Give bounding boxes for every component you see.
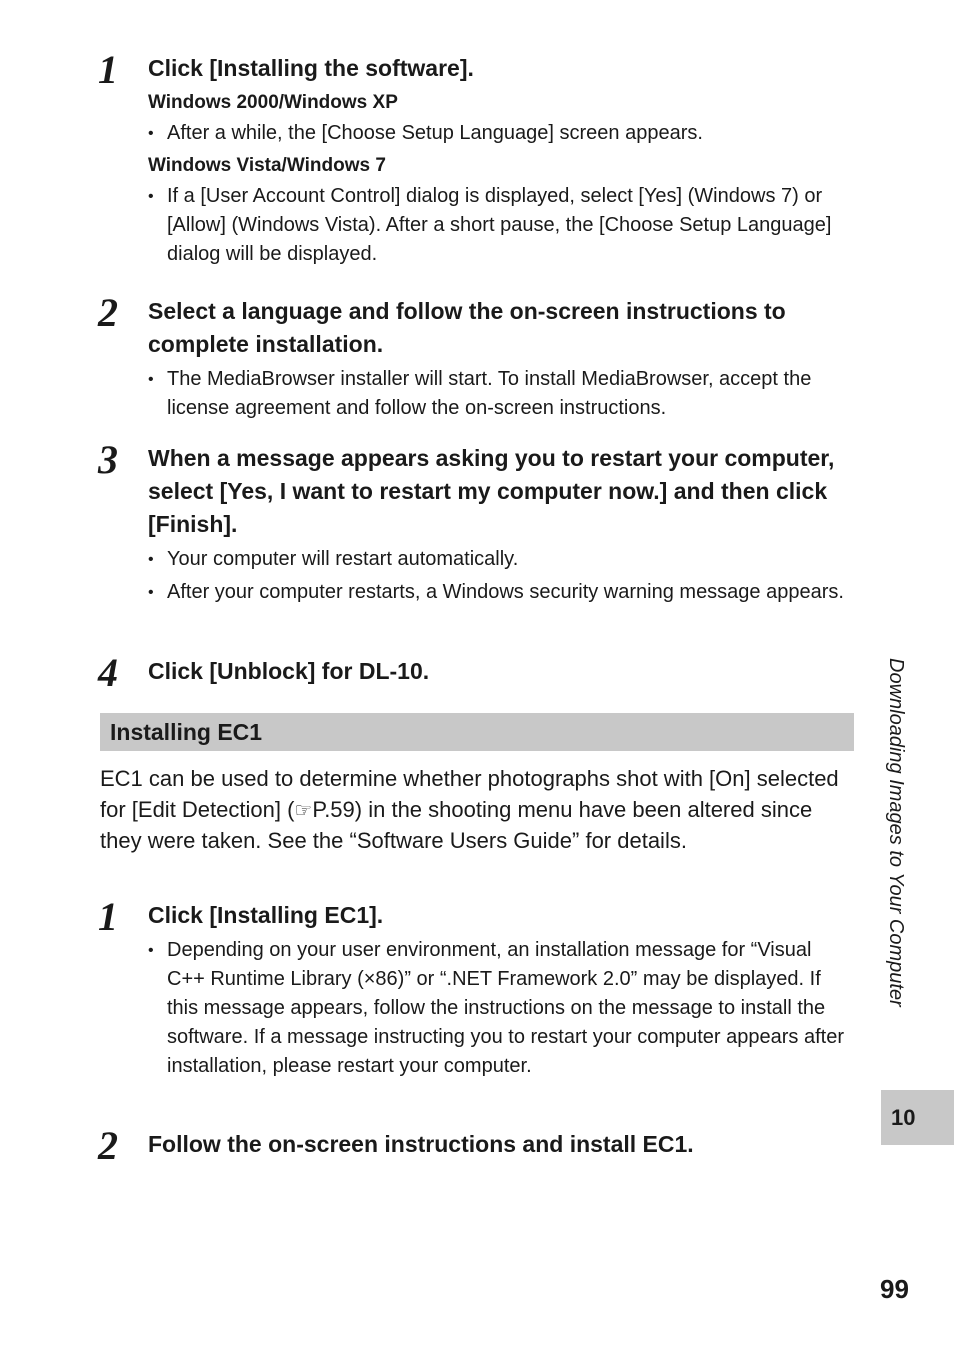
step-b2 xyxy=(98,1123,854,1168)
step-number: 2 xyxy=(98,290,118,335)
os-subheading: Windows 2000/Windows XP xyxy=(148,92,398,113)
bullet-item: • After a while, the [Choose Setup Language] screen appears. xyxy=(148,119,854,148)
step-a2 xyxy=(98,290,854,423)
step-number: 1 xyxy=(98,47,118,92)
page-reference-icon: ☞ xyxy=(294,799,313,822)
os-subheading: Windows Vista/Windows 7 xyxy=(148,155,386,176)
section-header xyxy=(100,713,854,751)
step-title: Click [Unblock] for DL-10. xyxy=(148,658,430,684)
bullet-item: • After your computer restarts, a Windows security warning message appears. xyxy=(148,578,854,607)
page-number: 99 xyxy=(880,1274,909,1304)
step-b1 xyxy=(98,894,854,1081)
bullet-item: • The MediaBrowser installer will start. To install MediaBrowser, accept the license agreement and follow the on-screen instructions. xyxy=(148,365,854,423)
step-a3 xyxy=(98,437,854,607)
step-title: Click [Installing the software]. xyxy=(148,55,474,81)
step-a1 xyxy=(98,47,854,269)
bullet-item: • If a [User Account Control] dialog is displayed, select [Yes] (Windows 7) or [Allow] (Windows Vista). After a short pause, the [Choose Setup Language] dialog will be displayed. xyxy=(148,182,854,269)
intro-text: P.59) in the shooting menu have been altered since they were taken. See the “Software Users Guide” for details. xyxy=(100,796,813,853)
step-number: 1 xyxy=(98,894,118,939)
intro-text: EC1 can be used to determine whether photographs shot with [On] selected for [Edit Detection] ( xyxy=(100,766,839,822)
step-title: Click [Installing EC1]. xyxy=(148,902,384,928)
bullet-item: • Depending on your user environment, an installation message for “Visual C++ Runtime Library (×86)” or “.NET Framework 2.0” may be displayed. If this message appears, follow the instructions on the message to install the software. If a message instructing you to restart your computer appears after installation, please restart your computer. xyxy=(148,936,854,1081)
step-number: 3 xyxy=(98,437,118,482)
section-title: Installing EC1 xyxy=(110,719,263,745)
chapter-tab xyxy=(881,1090,954,1145)
bullet-item: • Your computer will restart automatically. xyxy=(148,545,854,574)
step-title: When a message appears asking you to restart your computer, select [Yes, I want to restart my computer now.] and then click [Finish]. xyxy=(148,445,835,537)
step-title: Follow the on-screen instructions and install EC1. xyxy=(148,1131,694,1157)
chapter-number: 10 xyxy=(891,1105,916,1130)
step-number: 2 xyxy=(98,1123,118,1168)
step-title: Select a language and follow the on-screen instructions to complete installation. xyxy=(148,298,786,357)
step-a4 xyxy=(98,650,854,695)
section-intro xyxy=(100,764,854,857)
step-number: 4 xyxy=(98,650,118,695)
chapter-title: Downloading Images to Your Computer xyxy=(885,658,907,1007)
